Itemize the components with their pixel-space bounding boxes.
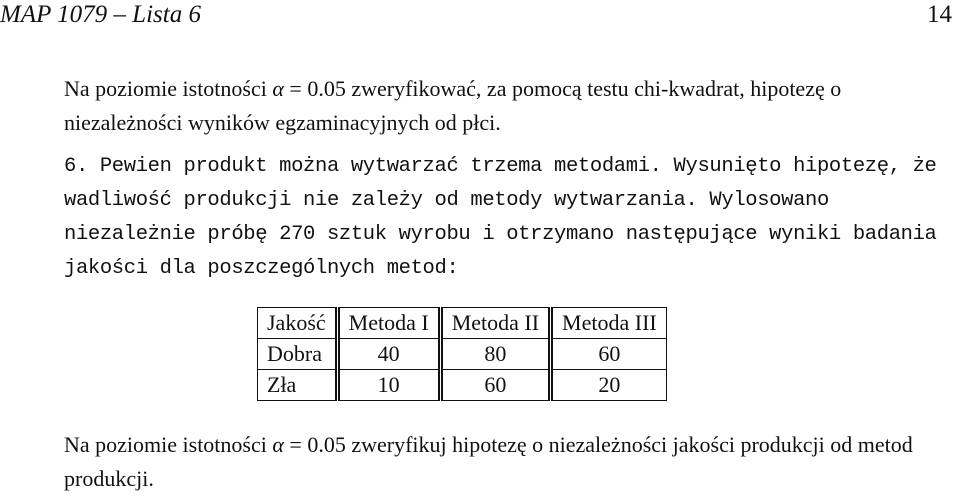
row-label-dobra: Dobra	[258, 339, 338, 370]
table-cell: 40	[337, 339, 440, 370]
table-header-row	[258, 308, 667, 339]
intro-text-start: Na poziomie istotności	[64, 76, 273, 101]
running-header-title: MAP 1079 – Lista 6	[0, 1, 201, 28]
problem-6-paragraph: 6. Pewien produkt można wytwarzać trzema metodami. Wysunięto hipotezę, że wadliwość produkcji nie zależy od metody wytwarzania. Wylosowano niezależnie próbę 270 sztuk wyrobu i otrzymano następujące wyniki badania jakości dla poszczególnych metod:	[64, 155, 937, 280]
page-number: 14	[927, 1, 952, 28]
intro-text-end: = 0.05 zweryfikować, za pomocą testu chi-kwadrat, hipotezę o niezależności wyników egzaminacyjnych od płci.	[64, 76, 842, 135]
table-cell: 10	[337, 370, 440, 401]
quality-table	[257, 307, 667, 401]
col-header-metoda-2: Metoda II	[440, 308, 550, 339]
table-row	[258, 339, 667, 370]
task-text-start: Na poziomie istotności	[64, 432, 273, 457]
task-paragraph	[64, 428, 958, 496]
table-cell: 60	[551, 339, 667, 370]
col-header-jakosc: Jakość	[258, 308, 338, 339]
task-text-end: = 0.05 zweryfikuj hipotezę o niezależności jakości produkcji od metod produkcji.	[64, 432, 913, 491]
col-header-metoda-3: Metoda III	[551, 308, 667, 339]
row-label-zla: Zła	[258, 370, 338, 401]
table-cell: 80	[440, 339, 550, 370]
alpha-symbol: α	[272, 432, 284, 457]
table-row	[258, 370, 667, 401]
table-cell: 20	[598, 372, 621, 397]
table-cell: 60	[440, 370, 550, 401]
intro-paragraph	[64, 72, 958, 140]
alpha-symbol: α	[272, 76, 284, 101]
col-header-metoda-1: Metoda I	[337, 308, 440, 339]
